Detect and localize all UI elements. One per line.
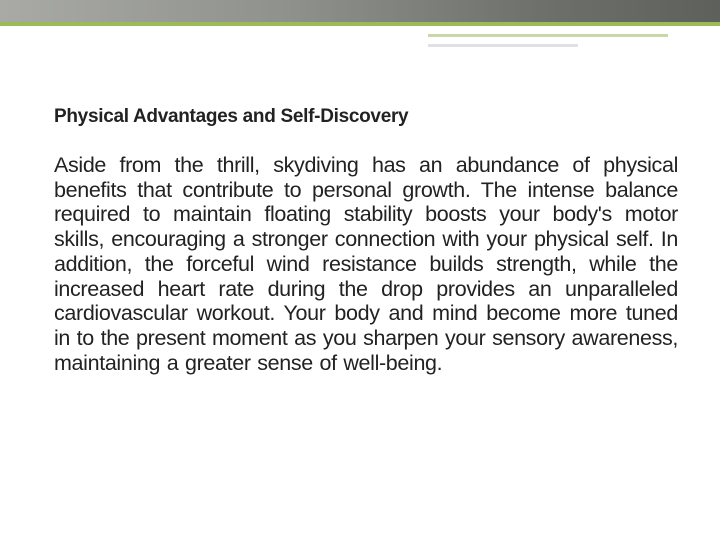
decorative-line-grey [428,44,578,47]
accent-stripe [0,22,720,26]
top-banner-bar [0,0,720,22]
slide-heading: Physical Advantages and Self-Discovery [54,106,409,127]
slide-content [54,103,678,375]
decorative-line-green [428,34,668,37]
slide-paragraph: Aside from the thrill, skydiving has an abundance of physical benefits that contribute to personal growth. The intense balance required to maintain floating stability boosts your body's motor skills, encouraging a stronger connection with your physical self. In addition, the forceful wind resistance builds strength, while the increased heart rate during the drop provides an unparalleled cardiovascular workout. Your body and mind become more tuned in to the present moment as you sharpen your sensory awareness, maintaining a greater sense of well-being. [54,153,678,375]
